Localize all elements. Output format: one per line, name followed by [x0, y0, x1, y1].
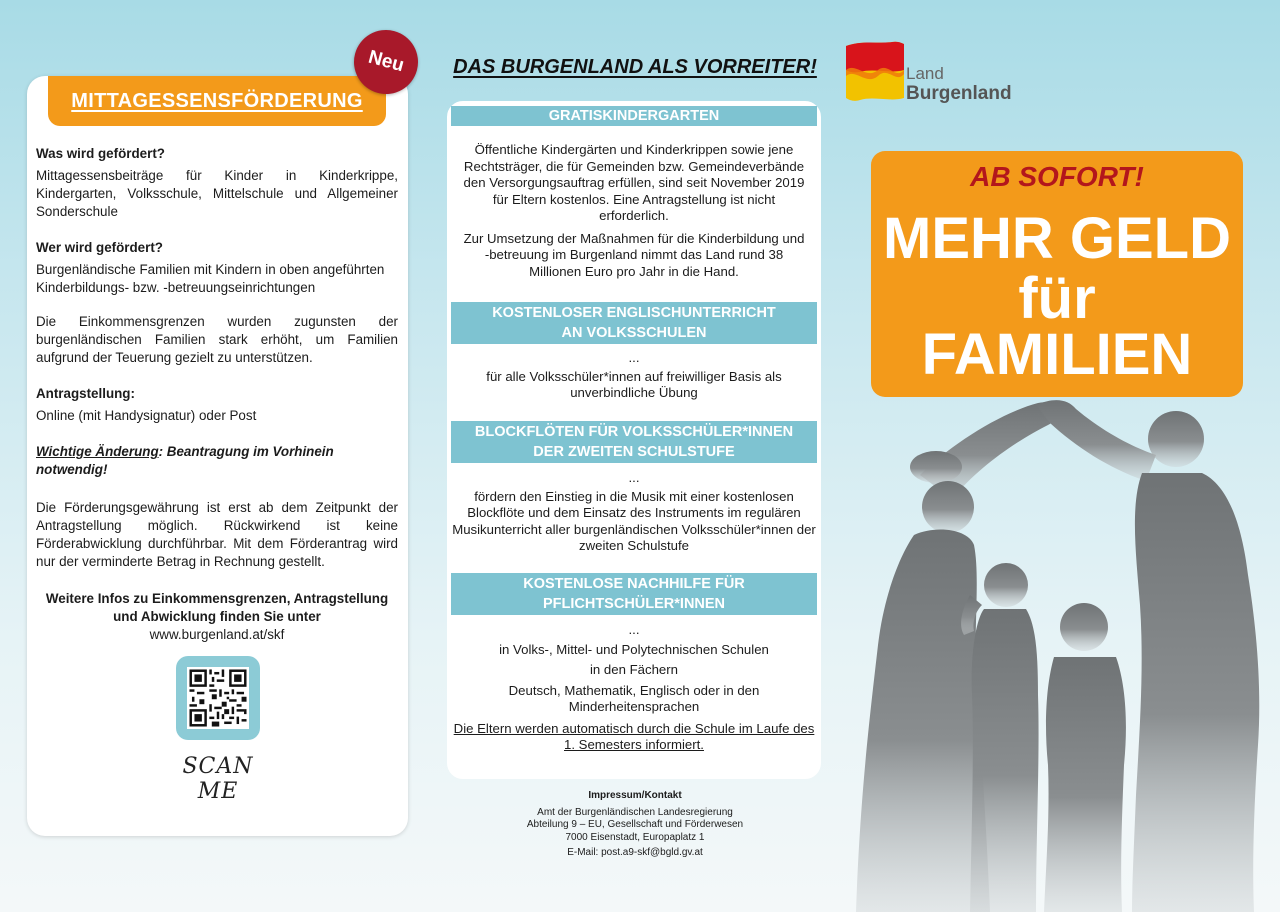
- subsidy-details: [36, 145, 398, 571]
- section-text-english: [451, 350, 817, 402]
- logo-line-2: Burgenland: [906, 83, 1012, 104]
- headline-line-1: MEHR GELD: [883, 206, 1231, 271]
- headline-line-2: für: [1018, 266, 1096, 331]
- card-title-tab: [48, 76, 386, 126]
- logo-text: [906, 64, 1012, 104]
- tutoring-subjects-intro: in den Fächern: [590, 662, 678, 677]
- more-info-line-1: Weitere Infos zu Einkommensgrenzen, Antragstellung: [45, 591, 389, 606]
- section-head-line: BLOCKFLÖTEN FÜR VOLKSSCHÜLER*INNEN: [474, 424, 794, 440]
- headline-line-3: FAMILIEN: [921, 322, 1193, 387]
- imprint-line-1: Amt der Burgenländischen Landesregierung: [537, 806, 733, 818]
- question-who: Wer wird gefördert?: [36, 240, 163, 255]
- section-head-line: GRATISKINDERGARTEN: [548, 108, 720, 124]
- important-change-text: : Beantragung im Vorhinein notwendig!: [36, 444, 334, 477]
- section-head-line: KOSTENLOSE NACHHILFE FÜR: [523, 576, 745, 592]
- income-limits-text: Die Einkommensgrenzen wurden zugunsten der burgenländischen Familien stark erhöht, um Familien aufgrund der Teuerung gezielt zu unterstützen.: [36, 314, 398, 365]
- section-text-recorder: [451, 470, 817, 555]
- qr-code[interactable]: [176, 656, 260, 740]
- kindergarten-paragraph-2: Zur Umsetzung der Maßnahmen für die Kinderbildung und -betreuung im Burgenland nimmt das Land rund 38 Millionen Euro pro Jahr in die Hand.: [463, 230, 805, 279]
- family-silhouette-image: [840, 395, 1270, 912]
- section-head-line: AN VOLKSSCHULEN: [561, 325, 707, 341]
- section-head-tutoring: [451, 573, 817, 615]
- question-application: Antragstellung:: [36, 386, 135, 401]
- recorder-paragraph: fördern den Einstieg in die Musik mit einer kostenlosen Blockflöte und dem Einsatz des Instruments im regulären Musikunterricht aller burgenländischen Volksschüler*innen der zweiten Schulstufe: [452, 488, 816, 553]
- logo-line-1: Land: [906, 64, 944, 83]
- section-text-tutoring: [451, 622, 817, 754]
- qr-code-icon: [187, 667, 249, 729]
- new-badge: Neu: [347, 23, 425, 101]
- section-text-kindergarten: [460, 142, 808, 280]
- section-head-recorder: [451, 421, 817, 463]
- ellipsis: ...: [628, 622, 640, 637]
- english-paragraph: für alle Volksschüler*innen auf freiwilliger Basis als unverbindliche Übung: [486, 368, 782, 400]
- ellipsis: ...: [628, 470, 640, 485]
- answer-who: Burgenländische Familien mit Kindern in oben angeführten Kinderbildungs- bzw. -betreuungseinrichtungen: [36, 262, 385, 295]
- imprint-email[interactable]: E-Mail: post.a9-skf@bgld.gv.at: [567, 847, 703, 858]
- ellipsis: ...: [628, 350, 640, 365]
- section-head-line: PFLICHTSCHÜLER*INNEN: [542, 596, 726, 612]
- grant-conditions-text: Die Förderungsgewährung ist erst ab dem Zeitpunkt der Antragstellung möglich. Rückwirkend ist keine Förderabwicklung durchführbar. Mit dem Förderantrag wird nur der verminderte Betrag in Rechnung gestellt.: [36, 500, 398, 569]
- tutoring-subjects: Deutsch, Mathematik, Englisch oder in den Minderheitensprachen: [508, 682, 760, 714]
- answer-application: Online (mit Handysignatur) oder Post: [36, 408, 257, 423]
- tutoring-schools: in Volks-, Mittel- und Polytechnischen Schulen: [499, 641, 769, 657]
- scan-me-label: SCAN ME: [182, 754, 254, 804]
- section-head-kindergarten: [451, 106, 817, 126]
- middle-title: DAS BURGENLAND ALS VORREITER!: [453, 56, 817, 78]
- more-info: [36, 590, 398, 644]
- more-info-line-2: und Abwicklung finden Sie unter: [113, 609, 321, 624]
- info-url[interactable]: www.burgenland.at/skf: [149, 627, 285, 642]
- card-title: MITTAGESSENSFÖRDERUNG: [71, 89, 363, 112]
- imprint-line-3: 7000 Eisenstadt, Europaplatz 1: [565, 831, 705, 843]
- imprint-line-2: Abteilung 9 – EU, Gesellschaft und Förderwesen: [526, 819, 744, 830]
- section-head-line: KOSTENLOSER ENGLISCHUNTERRICHT: [492, 305, 776, 321]
- imprint-heading: Impressum/Kontakt: [588, 790, 682, 801]
- tutoring-parents-note: Die Eltern werden automatisch durch die Schule im Laufe des 1. Semesters informiert.: [453, 720, 815, 752]
- headline-box: [871, 151, 1243, 397]
- imprint: [446, 790, 824, 860]
- ab-sofort-label: AB SOFORT!: [970, 161, 1144, 192]
- important-change-note: [36, 443, 398, 479]
- question-what: Was wird gefördert?: [36, 146, 165, 161]
- answer-what: Mittagessensbeiträge für Kinder in Kinderkrippe, Kindergarten, Volksschule, Mittelschule und Allgemeiner Sonderschule: [36, 168, 398, 219]
- section-head-english: [451, 302, 817, 344]
- section-head-line: DER ZWEITEN SCHULSTUFE: [533, 444, 735, 460]
- kindergarten-paragraph-1: Öffentliche Kindergärten und Kinderkrippen sowie jene Rechtsträger, die für Gemeinden bzw. Gemeindeverbände den Versorgungsauftrag erfüllen, sind seit November 2019 für Eltern kostenlos. Eine Antragstellung ist nicht erforderlich.: [463, 142, 805, 223]
- important-change-label: Wichtige Änderung: [36, 444, 159, 459]
